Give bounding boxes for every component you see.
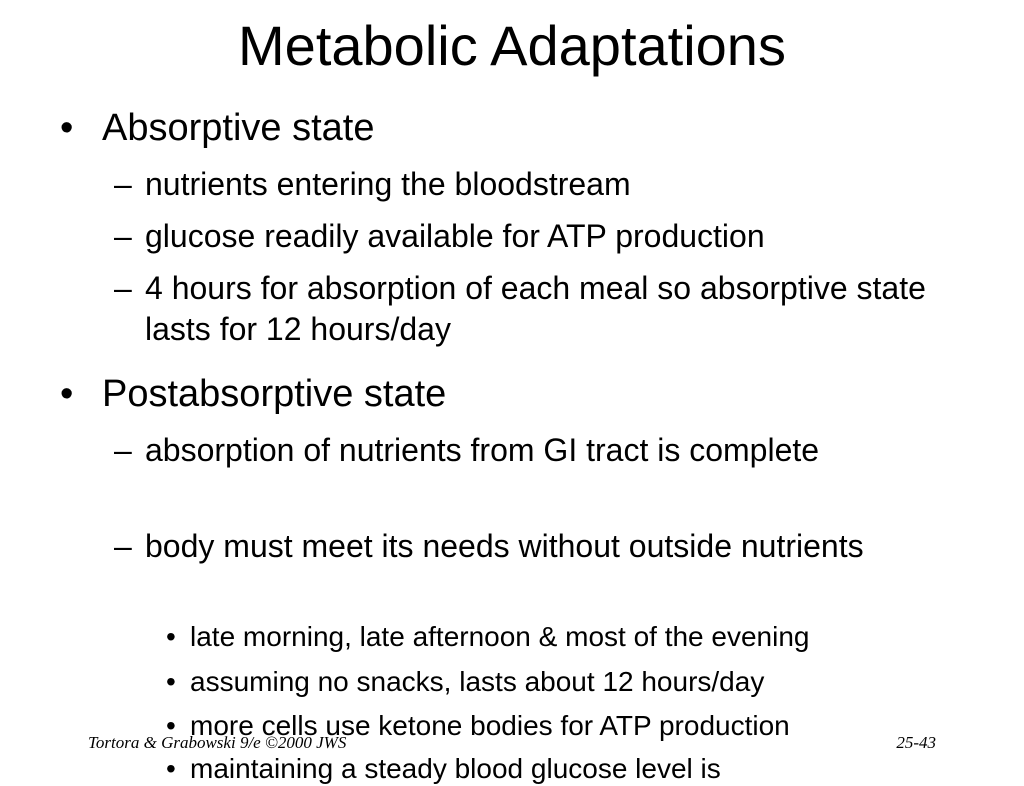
bullet-glyph: • [166,710,176,741]
subbullet-text: glucose readily available for ATP production [145,218,765,254]
subbullet-text: 4 hours for absorption of each meal so absorptive state lasts for 12 hours/day [145,270,926,347]
sub-subbullet-text: more cells use ketone bodies for ATP production [190,710,790,741]
bullet-glyph: • [60,107,74,149]
dash-glyph: – [114,270,132,306]
bullet-text: Postabsorptive state [102,373,447,415]
slide-number: 25-43 [896,733,936,752]
bullet-glyph: • [166,621,176,652]
dash-glyph: – [114,432,132,468]
bullet-glyph: • [60,373,74,415]
subbullet-text: nutrients entering the bloodstream [145,166,631,202]
sub-subbullet-text: assuming no snacks, lasts about 12 hours/day [190,666,765,697]
footer-citation: Tortora & Grabowski 9/e ©2000 JWS [88,733,347,752]
slide-title: Metabolic Adaptations [238,14,786,77]
bullet-glyph: • [166,666,176,697]
bullet-text: Absorptive state [102,107,375,149]
sub-subbullet-text: maintaining a steady blood glucose level is [190,753,721,784]
dash-glyph: – [114,528,132,564]
subbullet-text: body must meet its needs without outside nutrients [145,528,864,564]
sub-subbullet-text: late morning, late afternoon & most of the evening [190,621,810,652]
dash-glyph: – [114,166,132,202]
subbullet-text: absorption of nutrients from GI tract is complete [145,432,820,468]
dash-glyph: – [114,218,132,254]
bullet-glyph: • [166,753,176,784]
